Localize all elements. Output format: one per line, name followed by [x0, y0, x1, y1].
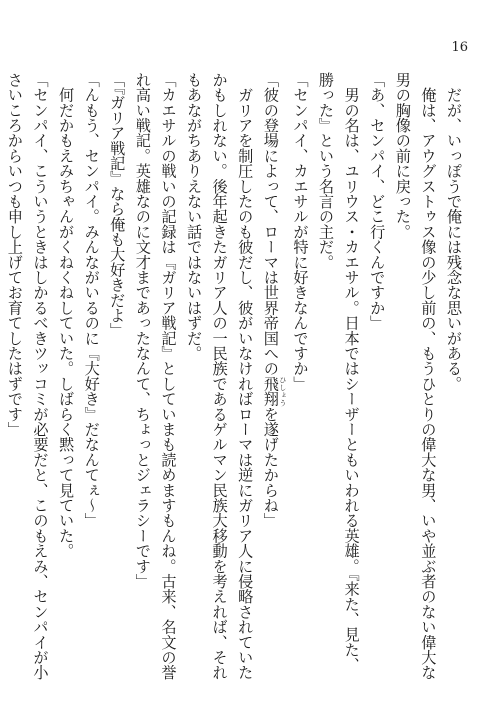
text-line: 男の名は、ユリウス・カエサル。日本ではシーザーともいわれる英雄。『来た、見た、	[342, 72, 361, 673]
text-line: 「センパイ、カエサルが特に好きなんですか」	[291, 72, 310, 392]
text-line: さいころからいつも申し上げてお育てしたはずです」	[5, 72, 24, 437]
novel-text	[5, 72, 466, 680]
ruby-reading: ひしょう	[278, 376, 287, 407]
text-line: 「『ガリア戦記』なら俺も大好きだよ」	[108, 72, 127, 338]
text-line: 男の胸像の前に戻った。	[393, 72, 412, 240]
ruby-base: 飛翔	[261, 376, 280, 407]
text-line: 勝った』という名言の主だ。	[317, 72, 336, 270]
text-line: 俺は、アウグストゥス像の少し前の、もうひとりの偉大な男、いや並ぶ者のない偉大な	[419, 72, 438, 680]
text-line: 「あ、センパイ、どこ行くんですか」	[368, 72, 387, 331]
text-line: もあながちありえない話ではないはずだ。	[185, 72, 204, 361]
text-line: ガリアを制圧したのも彼だし、彼がいなければローマは逆にガリア人に侵略されていた	[236, 72, 255, 680]
text-line: 「カエサルの戦いの記録は『ガリア戦記』としていまも読めますもんね。古来、名文の誉	[159, 72, 178, 680]
text-line: だが、いっぽうで俺には残念な思いがある。	[445, 72, 463, 392]
ruby-annotation	[261, 376, 287, 407]
text-line: 「んもう、センパイ。みんながいるのに『大好き』だなんてぇ～」	[82, 72, 101, 528]
text-line: 何だかもえみちゃんがくねくねしていた。しばらく黙って見ていた。	[57, 72, 76, 559]
page-number: 16	[451, 40, 468, 55]
text-line: れ高い戦記。英雄なのに文才まであったなんて、ちょっとジェラシーです」	[133, 72, 152, 589]
text-line-with-ruby: 「彼の登場によって、ローマは世界帝国への飛翔 ひしょうを遂げたからね」	[261, 72, 287, 529]
text-line: かもしれない。後年起きたガリア人の一民族であるゲルマン民族大移動を考えれば、それ	[210, 72, 229, 680]
text-line: 「センパイ、こういうときはしかるべきツッコミが必要だと、このもえみ、センパイが小	[31, 72, 50, 680]
